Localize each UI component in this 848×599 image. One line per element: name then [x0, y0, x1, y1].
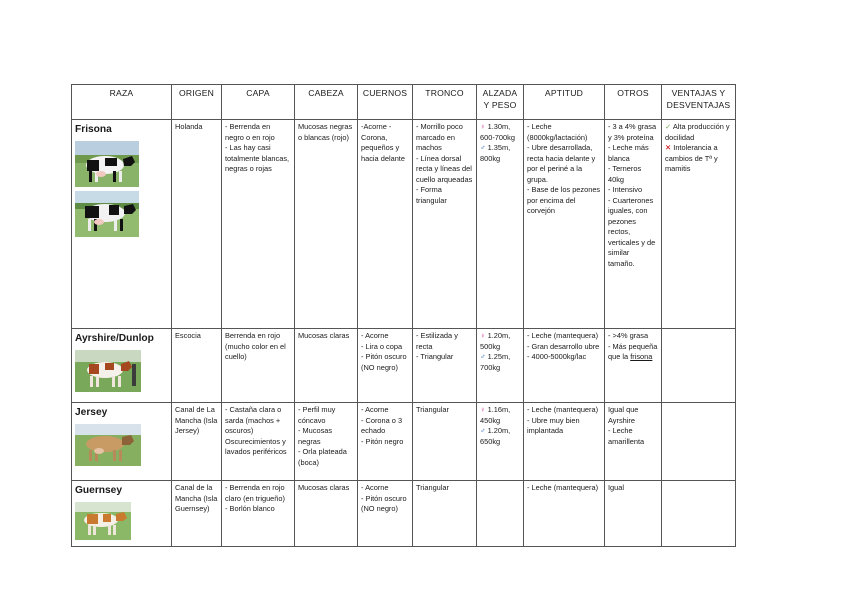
capa-cell: - Berrenda en rojo claro (en trigueño) - Borlón blanco: [222, 481, 295, 547]
cuernos-cell: - Acorne - Lira o copa - Pitón oscuro (NO negro): [358, 329, 413, 403]
origen-cell: Canal de La Mancha (Isla Jersey): [172, 403, 222, 481]
female-icon: ♀: [480, 405, 486, 414]
frisona-cow-photo-2: [75, 191, 139, 237]
header-aptitud: APTITUD: [524, 85, 605, 120]
origen-cell: Canal de la Mancha (Isla Guernsey): [172, 481, 222, 547]
guernsey-cow-photo: [75, 502, 131, 540]
table-row-jersey: [72, 403, 736, 481]
aptitud-cell: - Leche (8000kg/lactación) - Ubre desarrollada, recta hacia delante y por el periné a la grupa. - Base de los pezones por encima del corvejón: [524, 120, 605, 329]
ventajas-cell: [662, 329, 736, 403]
female-icon: ♀: [480, 122, 486, 131]
breed-cell: [72, 329, 172, 403]
capa-cell: - Castaña clara o sarda (machos + oscuros) Oscurecimientos y lavados periféricos: [222, 403, 295, 481]
table-row-frisona: [72, 120, 736, 329]
capa-cell: - Berrenda en negro o en rojo - Las hay casi totalmente blancas, negras o rojas: [222, 120, 295, 329]
header-origen: ORIGEN: [172, 85, 222, 120]
cuernos-cell: - Acorne - Pitón oscuro (NO negro): [358, 481, 413, 547]
aptitud-cell: - Leche (mantequera) - Ubre muy bien implantada: [524, 403, 605, 481]
male-icon: ♂: [480, 426, 486, 436]
breed-cell: [72, 120, 172, 329]
aptitud-cell: - Leche (mantequera): [524, 481, 605, 547]
otros-cell: Igual: [605, 481, 662, 547]
header-row: [72, 85, 736, 120]
otros-cell: - >4% grasa - Más pequeña que la frisona: [605, 329, 662, 403]
tronco-cell: Triangular: [413, 481, 477, 547]
breed-name: Guernsey: [75, 485, 122, 496]
alzada-cell: ♀ 1.30m, 600-700kg ♂ 1.35m, 800kg: [477, 120, 524, 329]
breed-cell: [72, 481, 172, 547]
alzada-cell: ♀ 1.20m, 500kg ♂ 1.25m, 700kg: [477, 329, 524, 403]
otros-cell: Igual que Ayrshire - Leche amarillenta: [605, 403, 662, 481]
ventajas-cell: ✓ Alta producción y docilidad ✕ Intolerancia a cambios de Tª y mamitis: [662, 120, 736, 329]
cross-icon: ✕: [665, 143, 672, 153]
breed-name: Ayrshire/Dunlop: [75, 333, 154, 344]
male-icon: ♂: [480, 143, 486, 153]
alzada-cell: ♀ 1.16m, 450kg ♂ 1.20m, 650kg: [477, 403, 524, 481]
breed-name: Frisona: [75, 124, 112, 135]
tronco-cell: - Morrillo poco marcado en machos - Línea dorsal recta y líneas del cuello arqueadas - Forma triangular: [413, 120, 477, 329]
ayrshire-cow-photo: [75, 350, 141, 392]
frisona-cow-photo: [75, 141, 139, 187]
ventajas-cell: [662, 403, 736, 481]
otros-cell: - 3 a 4% grasa y 3% proteína - Leche más blanca - Terneros 40kg - Intensivo - Cuarterones iguales, con pezones rectos, verticales y de similar tamaño.: [605, 120, 662, 329]
tronco-cell: Triangular: [413, 403, 477, 481]
breed-name: Jersey: [75, 407, 108, 418]
header-capa: CAPA: [222, 85, 295, 120]
check-icon: ✓: [665, 122, 672, 131]
header-raza: RAZA: [72, 85, 172, 120]
male-icon: ♂: [480, 352, 486, 362]
cabeza-cell: Mucosas claras: [295, 329, 358, 403]
female-icon: ♀: [480, 331, 486, 340]
header-cuernos: CUERNOS: [358, 85, 413, 120]
frisona-link[interactable]: frisona: [630, 352, 653, 362]
table-row-guernsey: [72, 481, 736, 547]
cabeza-cell: Mucosas claras: [295, 481, 358, 547]
header-alzada: ALZADA Y PESO: [477, 85, 524, 120]
origen-cell: Escocia: [172, 329, 222, 403]
header-cabeza: CABEZA: [295, 85, 358, 120]
cabeza-cell: - Perfil muy cóncavo - Mucosas negras - Orla plateada (boca): [295, 403, 358, 481]
ventajas-cell: [662, 481, 736, 547]
cuernos-cell: -Acorne - Corona, pequeños y hacia delante: [358, 120, 413, 329]
table-row-ayrshire: [72, 329, 736, 403]
capa-cell: Berrenda en rojo (mucho color en el cuello): [222, 329, 295, 403]
header-tronco: TRONCO: [413, 85, 477, 120]
origen-cell: Holanda: [172, 120, 222, 329]
cabeza-cell: Mucosas negras o blancas (rojo): [295, 120, 358, 329]
tronco-cell: - Estilizada y recta - Triangular: [413, 329, 477, 403]
header-ventajas: VENTAJAS Y DESVENTAJAS: [662, 85, 736, 120]
cuernos-cell: - Acorne - Corona o 3 echado - Pitón negro: [358, 403, 413, 481]
header-otros: OTROS: [605, 85, 662, 120]
breed-cell: [72, 403, 172, 481]
aptitud-cell: - Leche (mantequera) - Gran desarrollo ubre - 4000-5000kg/lac: [524, 329, 605, 403]
alzada-cell: [477, 481, 524, 547]
breeds-table: [71, 84, 736, 547]
jersey-cow-photo: [75, 424, 141, 466]
